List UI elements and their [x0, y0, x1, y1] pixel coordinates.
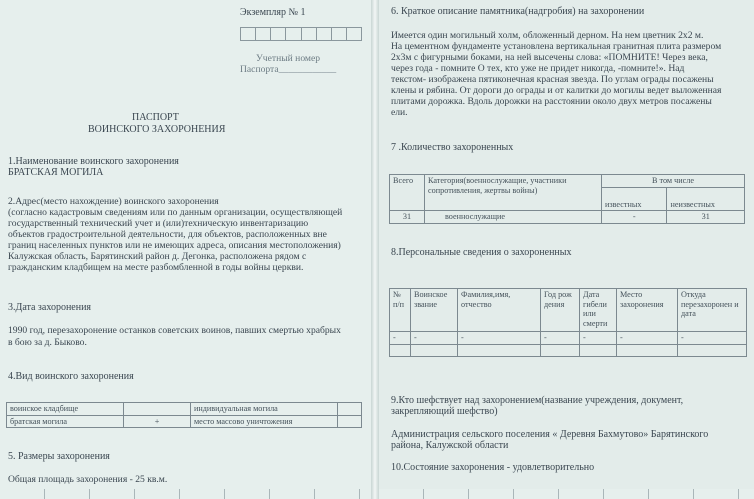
section-2-line: государственный технический учет и (или)техническую инвентаризацию: [8, 218, 309, 229]
table-cell: -: [541, 332, 580, 345]
section-9-line: закрепляющий шефство): [391, 406, 498, 417]
table-header: Воинское звание: [411, 289, 458, 332]
table-cell: место массово уничтожения: [191, 415, 338, 428]
section-6-line: текстом- изображена пятиконечная красная звезда. По углам ограды посажены: [391, 74, 714, 85]
table-cell: -: [411, 332, 458, 345]
table-cell: [338, 403, 362, 416]
table-row: [390, 175, 745, 188]
document-title: ПАСПОРТ: [132, 112, 179, 123]
section-9-value: района, Калужской области: [391, 440, 509, 451]
table-cell: 31: [667, 211, 745, 224]
table-header: Год рож дения: [541, 289, 580, 332]
burial-type-table: [6, 402, 362, 428]
section-8-label: 8.Персональные сведения о захороненных: [391, 247, 572, 258]
page-edge: [379, 489, 754, 499]
table-header: Откуда перезахоронен и дата: [678, 289, 747, 332]
section-6-line: На цементном фундаменте установлена вертикальная гранитная плита размером: [391, 41, 722, 52]
section-10: 10.Состояние захоронения - удовлетворительно: [391, 462, 595, 473]
table-cell: военнослужащие: [425, 211, 602, 224]
table-row: [390, 211, 745, 224]
table-cell: -: [458, 332, 541, 345]
section-9-value: Администрация сельского поселения « Деревня Бахмутово» Барятинского: [391, 429, 709, 440]
section-2-line: (согласно кадастровым сведениям или по данным организации, осуществляющей: [8, 207, 343, 218]
document-subtitle: ВОИНСКОГО ЗАХОРОНЕНИЯ: [88, 124, 226, 135]
section-6-line: плитами дорожка. Вдоль дорожки на расстоянии около двух метров посажены: [391, 96, 712, 107]
section-5-value: Общая площадь захоронения - 25 кв.м.: [8, 474, 168, 485]
section-6-line: клены и рябина. От дороги до ограды и от калитки до могилы ведет выложенная: [391, 85, 722, 96]
stamp-boxes: [240, 27, 362, 41]
passport-number-label: Паспорта____________: [240, 64, 337, 75]
header-known: известных: [602, 187, 667, 211]
section-6-line: Имеется один могильный холм, обложенный дерном. На нем цветник 2х2 м.: [391, 30, 704, 41]
table-cell: братская могила: [7, 415, 124, 428]
table-cell: -: [580, 332, 617, 345]
section-6-line: через года - помните О тех, кто уже не придет никогда, -помните!». Над: [391, 63, 685, 74]
table-row: [390, 344, 747, 356]
section-7-label: 7 .Количество захороненных: [391, 142, 514, 153]
header-including: В том числе: [602, 175, 745, 188]
table-cell: воинское кладбище: [7, 403, 124, 416]
section-3-label: 3.Дата захоронения: [8, 302, 92, 313]
header-unknown: неизвестных: [667, 187, 745, 211]
table-header: Дата гибели или смерти: [580, 289, 617, 332]
table-cell: +: [124, 415, 191, 428]
header-category: Категория(военнослужащие, участники сопротивления, жертвы войны): [425, 175, 602, 211]
passport-page-left: [0, 0, 371, 499]
table-header: Фамилия,имя, отчество: [458, 289, 541, 332]
table-cell: -: [617, 332, 678, 345]
table-cell: индивидуальная могила: [191, 403, 338, 416]
table-row: [7, 415, 362, 428]
passport-page-right: [379, 0, 754, 499]
account-number-label: Учетный номер: [256, 53, 321, 64]
section-6-line: 2х3м с фигурными боками, на ней высечены слова: «ПОМНИТЕ! Через века,: [391, 52, 708, 63]
section-6-label: 6. Краткое описание памятника(надгробия) на захоронении: [391, 6, 645, 17]
section-2-line: гражданским кладбищем на месте разбомбленной в годы войны церкви.: [8, 262, 304, 273]
section-9-line: 9.Кто шефствует над захоронением(название учреждения, документ,: [391, 395, 684, 406]
table-row: [390, 289, 747, 332]
header-total: Всего: [390, 175, 425, 211]
table-cell: 31: [390, 211, 425, 224]
copy-number: Экземпляр № 1: [240, 7, 306, 18]
section-4-label: 4.Вид воинского захоронения: [8, 371, 134, 382]
personal-info-table: [389, 288, 747, 357]
table-cell: -: [390, 332, 411, 345]
section-2-line: границ населенных пунктов или не имеющих адреса, описания местоположения): [8, 240, 341, 251]
table-row: [390, 332, 747, 345]
section-2-line: Калужская область, Барятинский район д. Дегонка, расположена рядом с: [8, 251, 307, 262]
page-edge: [0, 489, 371, 499]
table-cell: [124, 403, 191, 416]
section-1-value: БРАТСКАЯ МОГИЛА: [8, 167, 104, 178]
table-cell: [338, 415, 362, 428]
section-1-label: 1.Наименование воинского захоронения: [8, 156, 179, 167]
table-row: [7, 403, 362, 416]
table-cell: -: [678, 332, 747, 345]
section-3-line: 1990 год, перезахоронение останков советских воинов, павших смертью храбрых: [8, 325, 341, 336]
table-header: Место захоронения: [617, 289, 678, 332]
table-header: № п/п: [390, 289, 411, 332]
section-3-line: в бою за д. Быково.: [8, 337, 87, 348]
section-2-line: 2.Адрес(место нахождение) воинского захоронения: [8, 196, 219, 207]
section-5-label: 5. Размеры захоронения: [8, 451, 110, 462]
section-2-line: объектов градостроительной деятельности, для объектов, расположенных вне: [8, 229, 327, 240]
buried-count-table: [389, 174, 745, 224]
section-6-line: ели.: [391, 107, 408, 118]
page-gutter: [371, 0, 379, 499]
table-cell: -: [602, 211, 667, 224]
